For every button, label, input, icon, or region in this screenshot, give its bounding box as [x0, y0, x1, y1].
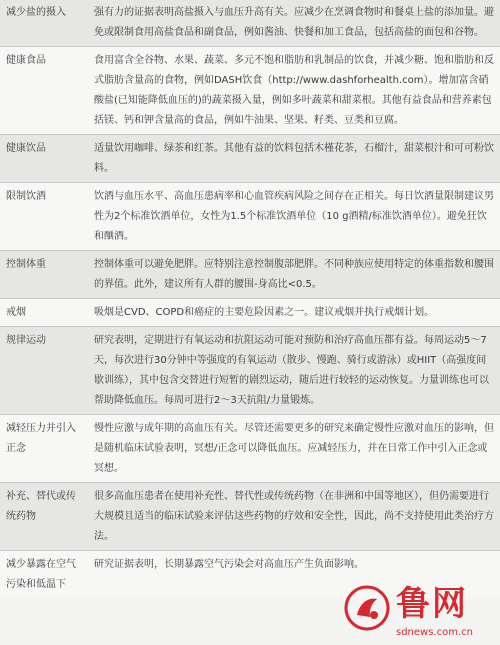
- row-label: 控制体重: [0, 251, 86, 299]
- table-row: [0, 47, 500, 135]
- row-text: 研究证据表明，长期暴露空气污染会对高血压产生负面影响。: [86, 551, 500, 599]
- row-text: 食用富含全谷物、水果、蔬菜、多元不饱和脂肪和乳制品的饮食，并减少糖、饱和脂肪和反式脂肪含量高的食物，例如DASH饮食（http://www.dashforhealth.com）。增加富含硝酸盐(已知能降低血压的)的蔬菜摄入量，例如多叶蔬菜和甜菜根。其他有益食品和营养素包括镁、钙和钾含量高的食品，例如牛油果、坚果、籽类、豆类和豆腐。: [86, 47, 500, 135]
- row-label: 规律运动: [0, 327, 86, 415]
- row-label: 健康食品: [0, 47, 86, 135]
- table-row: [0, 251, 500, 299]
- site-watermark: [344, 583, 494, 643]
- row-text: 饮酒与血压水平、高血压患病率和心血管疾病风险之间存在正相关。每日饮酒量限制建议男性为2个标准饮酒单位，女性为1.5个标准饮酒单位（10 g酒精/标准饮酒单位）。避免狂饮和酗酒。: [86, 183, 500, 251]
- row-text: 很多高血压患者在使用补充性、替代性或传统药物（在非洲和中国等地区），但仍需要进行大规模且适当的临床试验来评估这些药物的疗效和安全性，因此，尚不支持使用此类治疗方法。: [86, 483, 500, 551]
- watermark-url: sdnews.com.cn: [396, 627, 473, 638]
- watermark-brand-name: 鲁网: [396, 584, 468, 624]
- row-text: 强有力的证据表明高盐摄入与血压升高有关。应减少在烹调食物时和餐桌上盐的添加量。避免或限制食用高盐食品和副食品，例如酱油、快餐和加工食品，包括高盐的面包和谷物。: [86, 0, 500, 47]
- row-text: 研究表明，定期进行有氧运动和抗阻运动可能对预防和治疗高血压都有益。每周运动5～7天，每次进行30分钟中等强度的有氧运动（散步、慢跑、骑行或游泳）或HIIT（高强度间歇训练），其中包含交替进行短暂的剧烈运动，随后进行较轻的运动恢复。力量训练也可以帮助降低血压。每周可进行2～3天抗阻/力量锻炼。: [86, 327, 500, 415]
- table-row: [0, 415, 500, 483]
- table-row: [0, 327, 500, 415]
- row-label: 减轻压力并引入正念: [0, 415, 86, 483]
- table-row: [0, 299, 500, 327]
- row-label: 健康饮品: [0, 135, 86, 183]
- row-text: 慢性应激与成年期的高血压有关。尽管还需要更多的研究来确定慢性应激对血压的影响，但是随机临床试验表明，冥想/正念可以降低血压。应减轻压力，并在日常工作中引入正念或冥想。: [86, 415, 500, 483]
- table-row: [0, 483, 500, 551]
- row-label: 补充、替代或传统药物: [0, 483, 86, 551]
- row-label: 戒烟: [0, 299, 86, 327]
- lu-logo-icon: [344, 585, 390, 631]
- row-text: 吸烟是CVD、COPD和癌症的主要危险因素之一。建议戒烟并执行戒烟计划。: [86, 299, 500, 327]
- row-label: 减少暴露在空气污染和低温下: [0, 551, 86, 599]
- table-row: [0, 0, 500, 47]
- table-row: [0, 135, 500, 183]
- table-row: [0, 183, 500, 251]
- row-text: 控制体重可以避免肥胖。应特别注意控制腹部肥胖。不同种族应使用特定的体重指数和腰围的界值。此外，建议所有人群的腰围-身高比<0.5。: [86, 251, 500, 299]
- row-label: 减少盐的摄入: [0, 0, 86, 47]
- row-label: 限制饮酒: [0, 183, 86, 251]
- row-text: 适量饮用咖啡、绿茶和红茶。其他有益的饮料包括木槿花茶，石榴汁，甜菜根汁和可可粉饮料。: [86, 135, 500, 183]
